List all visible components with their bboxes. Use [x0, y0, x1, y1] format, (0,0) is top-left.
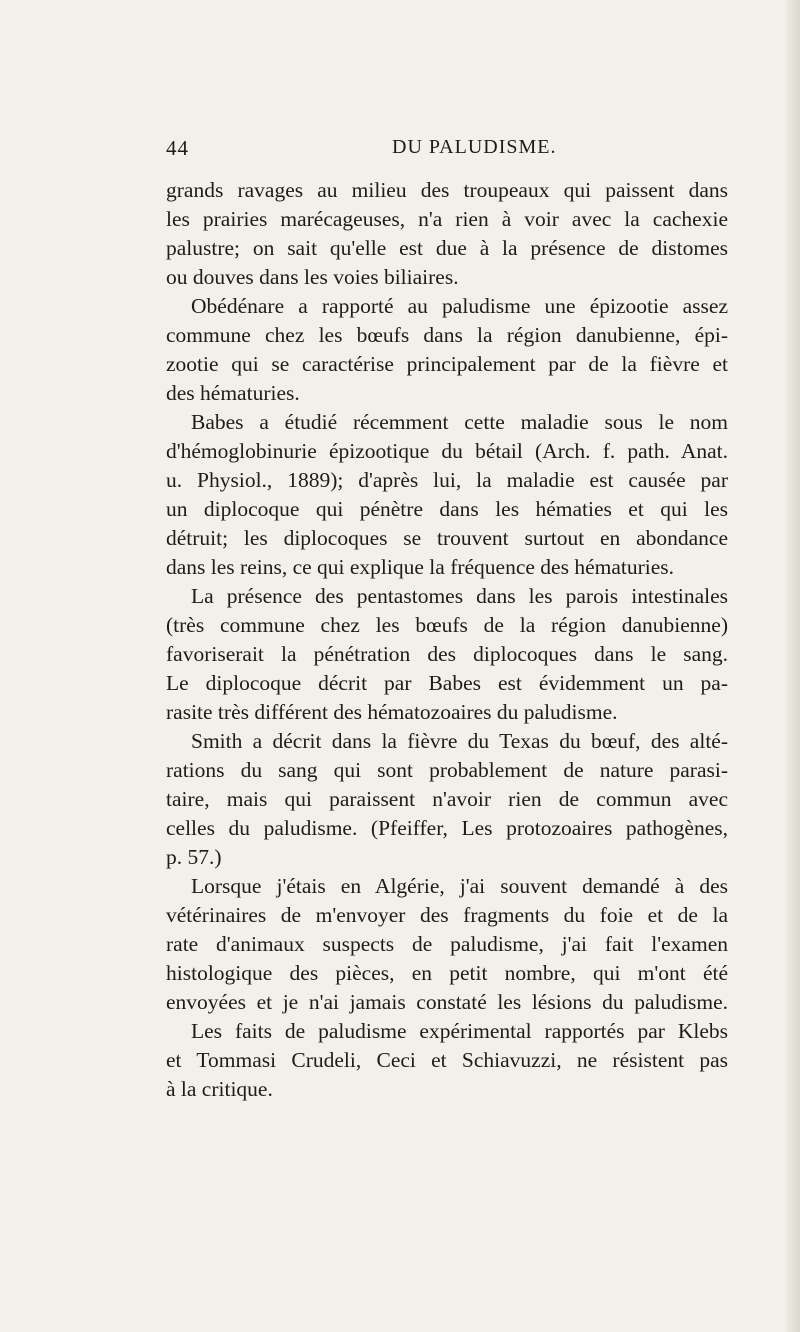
text-line: favoriserait la pénétration des diplocoques dans le sang.	[166, 642, 728, 666]
text-line: des hématuries.	[166, 381, 300, 405]
text-line: Babes a étudié récemment cette maladie sous le nom	[191, 410, 728, 434]
running-head	[166, 136, 646, 166]
text-line: grands ravages au milieu des troupeaux qui paissent dans	[166, 178, 728, 202]
text-line: rasite très différent des hématozoaires du paludisme.	[166, 700, 618, 724]
text-line: Obédénare a rapporté au paludisme une épizootie assez	[191, 294, 728, 318]
text-line: La présence des pentastomes dans les parois intestinales	[191, 584, 728, 608]
running-title: DU PALUDISME.	[392, 136, 557, 158]
text-line: et Tommasi Crudeli, Ceci et Schiavuzzi, ne résistent pas	[166, 1048, 728, 1072]
text-line: Le diplocoque décrit par Babes est évidemment un pa-	[166, 671, 728, 695]
text-line: palustre; on sait qu'elle est due à la présence de distomes	[166, 236, 728, 260]
text-line: envoyées et je n'ai jamais constaté les lésions du paludisme.	[166, 990, 728, 1014]
text-line: vétérinaires de m'envoyer des fragments du foie et de la	[166, 903, 728, 927]
text-line: ou douves dans les voies biliaires.	[166, 265, 459, 289]
text-line: rate d'animaux suspects de paludisme, j'ai fait l'examen	[166, 932, 728, 956]
text-line: u. Physiol., 1889); d'après lui, la maladie est causée par	[166, 468, 728, 492]
text-line: p. 57.)	[166, 845, 222, 869]
text-line: commune chez les bœufs dans la région danubienne, épi-	[166, 323, 728, 347]
text-line: histologique des pièces, en petit nombre, qui m'ont été	[166, 961, 728, 985]
text-line: dans les reins, ce qui explique la fréquence des hématuries.	[166, 555, 675, 579]
text-line: Smith a décrit dans la fièvre du Texas du bœuf, des alté-	[191, 729, 728, 753]
text-line: rations du sang qui sont probablement de nature parasi-	[166, 758, 728, 782]
text-line: Les faits de paludisme expérimental rapportés par Klebs	[191, 1019, 728, 1043]
text-line: zootie qui se caractérise principalement par de la fièvre et	[166, 352, 728, 376]
page-number: 44	[166, 136, 189, 160]
text-line: taire, mais qui paraissent n'avoir rien de commun avec	[166, 787, 728, 811]
text-line: celles du paludisme. (Pfeiffer, Les protozoaires pathogènes,	[166, 816, 728, 840]
text-line: détruit; les diplocoques se trouvent surtout en abondance	[166, 526, 728, 550]
text-line: un diplocoque qui pénètre dans les hématies et qui les	[166, 497, 728, 521]
text-line: à la critique.	[166, 1077, 273, 1101]
page-edge	[786, 0, 800, 1332]
text-line: Lorsque j'étais en Algérie, j'ai souvent demandé à des	[191, 874, 728, 898]
text-line: d'hémoglobinurie épizootique du bétail (Arch. f. path. Anat.	[166, 439, 728, 463]
text-line: les prairies marécageuses, n'a rien à voir avec la cachexie	[166, 207, 728, 231]
body-text	[166, 176, 728, 1104]
text-line: (très commune chez les bœufs de la région danubienne)	[166, 613, 728, 637]
